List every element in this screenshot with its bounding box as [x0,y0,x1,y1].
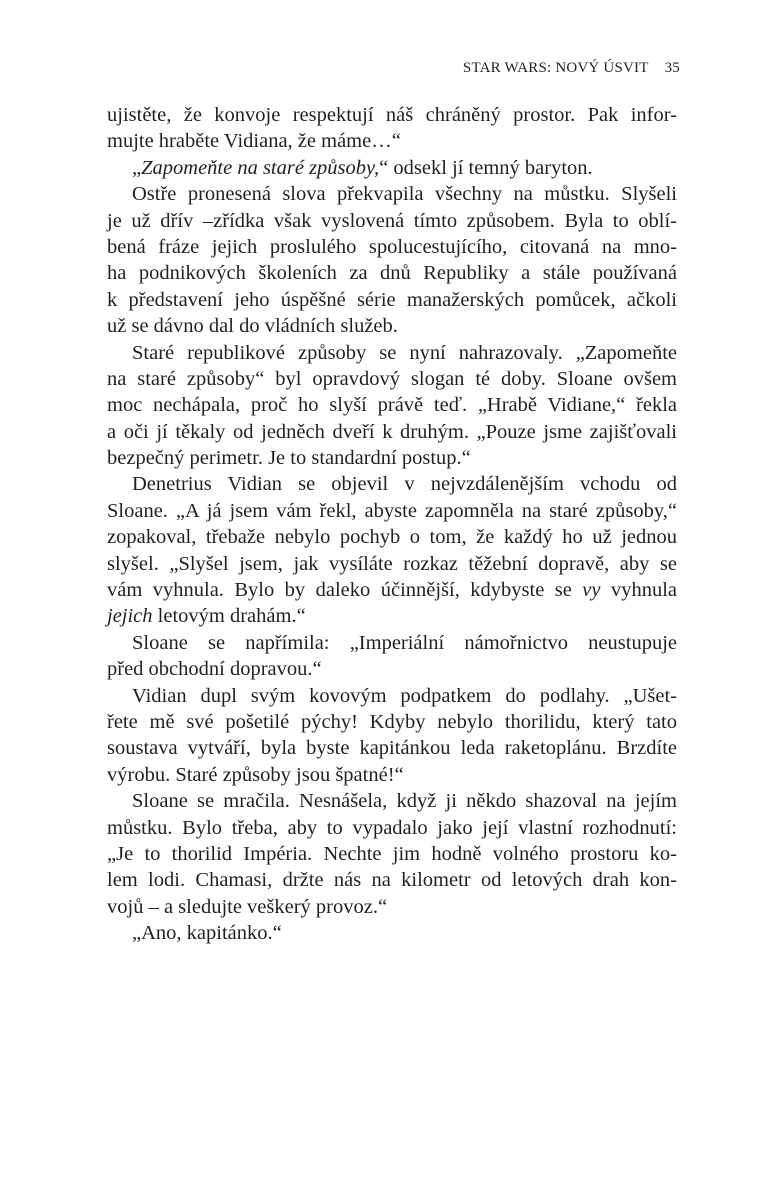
text-segment: Ostře pronesená slova překvapila všechny na můstku. Slyšeli [132,183,677,206]
paragraph [107,630,677,683]
text-segment: lem lodi. Chamasi, držte nás na kilometr od letových drah kon- [107,869,677,892]
paragraph [107,181,677,339]
italic-text: jejich [107,605,153,628]
text-line [107,155,677,181]
text-line [107,287,677,313]
body-text [107,102,677,947]
text-line [107,894,677,920]
text-segment: bezpečný perimetr. Je to standardní postup.“ [107,447,471,470]
text-line [107,392,677,418]
text-line [107,313,677,339]
text-segment: “ odsekl jí temný baryton. [379,156,593,179]
italic-text: vy [582,579,601,602]
text-line [107,102,677,128]
text-segment: na staré způsoby“ byl opravdový slogan té doby. Sloane ovšem [107,367,677,390]
text-segment: Denetrius Vidian se objevil v nejvzdálenějším vchodu od [132,473,677,496]
text-line [107,630,677,656]
text-segment: „Je to thorilid Impéria. Nechte jim hodně volného prostoru ko- [107,842,677,865]
text-line [107,867,677,893]
text-line [107,577,677,603]
paragraph [107,683,677,789]
text-line [107,419,677,445]
paragraph [107,788,677,920]
italic-text: Zapomeňte na staré způsoby, [141,156,380,179]
text-segment: před obchodní dopravou.“ [107,658,322,681]
text-segment: Staré republikové způsoby se nyní nahrazovaly. „Zapomeňte [132,341,677,364]
text-line [107,762,677,788]
text-segment: „ [132,156,142,179]
running-header [463,60,680,77]
text-segment: vojů – a sledujte veškerý provoz.“ [107,895,388,918]
text-line [107,524,677,550]
text-segment: výrobu. Staré způsoby jsou špatné!“ [107,763,404,786]
text-segment: ha podnikových školeních za dnů Republiky a stále používaná [107,262,677,285]
text-line [107,234,677,260]
text-line [107,471,677,497]
text-segment: a oči jí těkaly od jedněch dveří k druhým. „Pouze jsme zajišťovali [107,420,677,443]
paragraph [107,102,677,155]
text-line [107,815,677,841]
text-segment: Sloane se mračila. Nesnášela, když ji někdo shazoval na jejím [132,790,677,813]
text-segment: slyšel. „Slyšel jsem, jak vysíláte rozkaz těžební dopravě, aby se [107,552,677,575]
text-segment: Sloane se napřímila: „Imperiální námořnictvo neustupuje [132,631,677,654]
text-line [107,788,677,814]
text-segment: letovým drahám.“ [152,605,306,628]
text-line [107,128,677,154]
text-line [107,208,677,234]
text-line [107,683,677,709]
text-segment: vyhnula [600,579,677,602]
text-segment: moc nechápala, proč ho slyší právě teď. „Hrabě Vidiane,“ řekla [107,394,677,417]
text-line [107,603,677,629]
text-line [107,735,677,761]
text-segment: můstku. Bylo třeba, aby to vypadalo jako její vlastní rozhodnutí: [107,816,677,839]
text-line [107,551,677,577]
paragraph [107,340,677,472]
text-segment: zopakoval, třebaže nebylo pochyb o tom, že každý ho už jednou [107,526,677,549]
text-segment: vám vyhnula. Bylo by daleko účinnější, kdybyste se [107,579,583,602]
text-line [107,841,677,867]
text-line [107,920,677,946]
paragraph [107,920,677,946]
text-segment: k představení jeho úspěšné série manažerských pomůcek, ačkoli [107,288,677,311]
text-segment: ujistěte, že konvoje respektují náš chráněný prostor. Pak infor- [107,104,677,126]
text-line [107,260,677,286]
page-number: 35 [664,60,680,76]
book-title: STAR WARS: NOVÝ ÚSVIT [462,60,649,76]
paragraph [107,471,677,629]
text-segment: „Ano, kapitánko.“ [132,922,282,945]
text-line [107,366,677,392]
text-line [107,340,677,366]
paragraph [107,155,677,181]
text-segment: je už dřív –zřídka však vyslovená tímto způsobem. Byla to oblí- [107,209,677,232]
text-segment: mujte hraběte Vidiana, že máme…“ [107,130,401,153]
text-line [107,181,677,207]
text-line [107,709,677,735]
text-segment: bená fráze jejich proslulého spolucestujícího, citovaná na mno- [107,235,677,258]
text-segment: soustava vytváří, byla byste kapitánkou leda raketoplánu. Brzdíte [107,737,677,760]
text-segment: řete mě své pošetilé pýchy! Kdyby nebylo thorilidu, který tato [107,710,677,733]
text-line [107,656,677,682]
text-segment: už se dávno dal do vládních služeb. [107,315,398,338]
text-segment: Sloane. „A já jsem vám řekl, abyste zapomněla na staré způsoby,“ [107,499,677,522]
text-segment: Vidian dupl svým kovovým podpatkem do podlahy. „Ušet- [132,684,677,707]
text-line [107,445,677,471]
text-line [107,498,677,524]
